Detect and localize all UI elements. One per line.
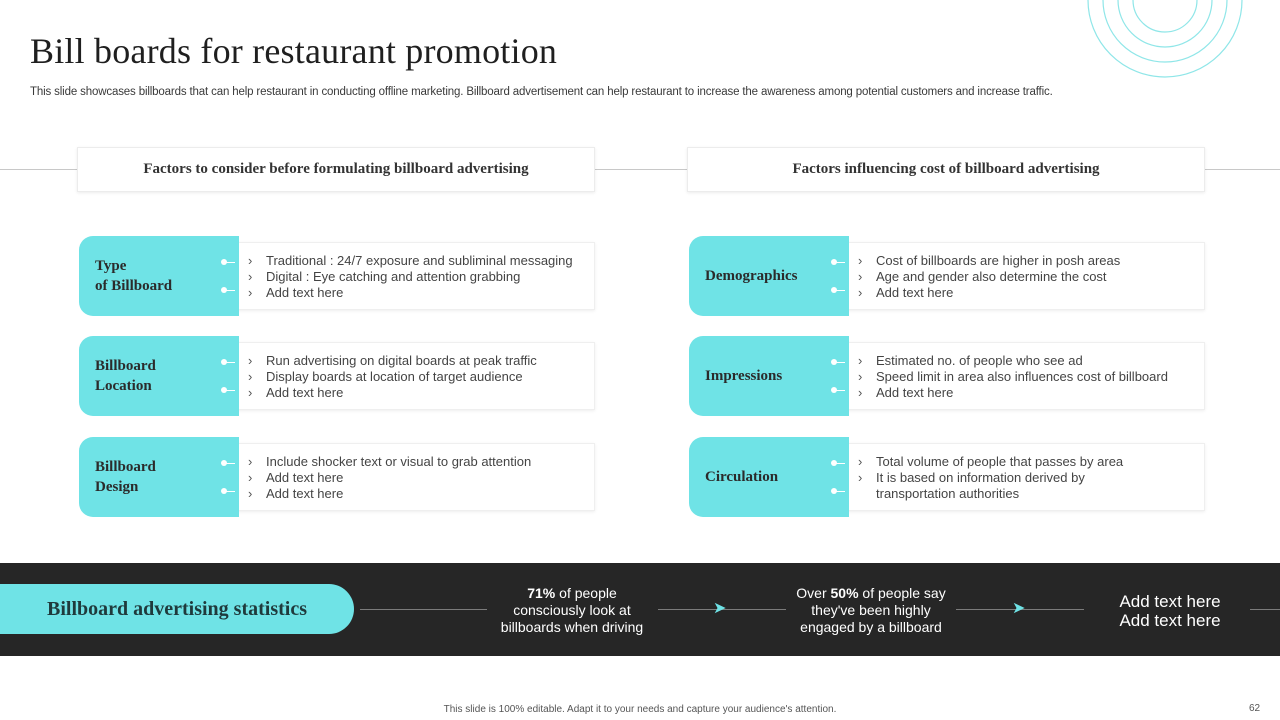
stat-71-percent [487, 585, 657, 636]
page-number: 62 [1249, 703, 1261, 714]
stat-text: engaged by a billboard [800, 619, 942, 635]
tag-label: Billboard [95, 459, 156, 475]
factor-list [858, 454, 1123, 502]
list-item: › Run advertising on digital boards at peak traffic [248, 353, 537, 369]
connector-dots [829, 252, 849, 302]
factor-details-box [231, 342, 595, 410]
stat-50-percent [786, 585, 956, 636]
connector-dots [219, 453, 239, 503]
list-item: › Speed limit in area also influences cost of billboard [858, 369, 1168, 385]
arrow-right-icon: ➤ [1012, 600, 1026, 617]
factor-details-box [231, 443, 595, 511]
tag-label: Type [95, 258, 127, 274]
factor-row-location [79, 336, 595, 418]
factor-details-box [841, 443, 1205, 511]
factor-tag [689, 336, 849, 416]
list-item: › Traditional : 24/7 exposure and subliminal messaging [248, 253, 573, 269]
factor-details-box [231, 242, 595, 310]
list-item: › It is based on information derived by [858, 470, 1123, 486]
factor-list [248, 253, 573, 301]
factor-list [248, 353, 537, 401]
stat-text: consciously look at [513, 602, 631, 618]
divider-line [593, 169, 688, 170]
list-item: › Include shocker text or visual to grab attention [248, 454, 531, 470]
footer-note: This slide is 100% editable. Adapt it to your needs and capture your audience's attention. [443, 704, 837, 715]
tag-label: Circulation [705, 469, 779, 485]
right-column-heading: Factors influencing cost of billboard advertising [687, 147, 1205, 192]
tag-label: Billboard [95, 358, 156, 374]
connector-dots [219, 352, 239, 402]
factor-list [858, 253, 1120, 301]
factor-list [248, 454, 531, 502]
factor-details-box [841, 342, 1205, 410]
tag-label: Design [95, 479, 139, 495]
factor-row-circulation [689, 437, 1205, 519]
list-item: › Cost of billboards are higher in posh areas [858, 253, 1120, 269]
list-item: › Estimated no. of people who see ad [858, 353, 1168, 369]
factor-list [858, 353, 1168, 401]
tag-label: of Billboard [95, 278, 173, 294]
connector-dots [829, 352, 849, 402]
tag-label: Impressions [705, 368, 783, 384]
divider-line [0, 169, 78, 170]
list-item: › Display boards at location of target audience [248, 369, 537, 385]
list-item: › Age and gender also determine the cost [858, 269, 1120, 285]
factor-row-design [79, 437, 595, 519]
stat-text: Add text here [1119, 611, 1221, 630]
factor-row-impressions [689, 336, 1205, 418]
stat-placeholder [1090, 592, 1250, 630]
factor-tag [79, 336, 239, 416]
statistics-label: Billboard advertising statistics [0, 584, 354, 634]
connector-line [360, 609, 487, 610]
page-subtitle: This slide showcases billboards that can help restaurant in conducting offline marketing. Billboard advertisement can help restaurant to increase the awareness among potential customers and increase traffic. [30, 86, 1053, 98]
stat-value: 50% [830, 585, 859, 601]
stat-text: Add text here [1119, 592, 1221, 611]
list-item: › Digital : Eye catching and attention grabbing [248, 269, 573, 285]
connector-dots [829, 453, 849, 503]
tag-label: Demographics [705, 268, 798, 284]
stat-text: of people [555, 585, 617, 601]
factor-tag [79, 236, 239, 316]
tag-label: Location [95, 378, 152, 394]
stat-text: billboards when driving [500, 619, 644, 635]
page-title: Bill boards for restaurant promotion [30, 31, 558, 71]
connector-line [1250, 609, 1280, 610]
list-item: › Add text here [248, 285, 573, 301]
arrow-right-icon: ➤ [713, 600, 727, 617]
factor-row-demographics [689, 236, 1205, 318]
factor-tag [689, 236, 849, 316]
left-column-heading: Factors to consider before formulating billboard advertising [77, 147, 595, 192]
stat-value: 71% [527, 585, 556, 601]
stat-text: Over [796, 585, 831, 601]
list-item: › Add text here [858, 385, 1168, 401]
stat-text: of people say [858, 585, 946, 601]
factor-tag [689, 437, 849, 517]
concentric-rings-decoration [1080, 0, 1250, 90]
connector-dots [219, 252, 239, 302]
list-item: › Total volume of people that passes by area [858, 454, 1123, 470]
list-item: › Add text here [858, 285, 1120, 301]
divider-line [1203, 169, 1280, 170]
factor-tag [79, 437, 239, 517]
list-item: › Add text here [248, 385, 537, 401]
list-item: transportation authorities [876, 486, 1020, 501]
list-item: › Add text here [248, 470, 531, 486]
factor-details-box [841, 242, 1205, 310]
factor-row-type [79, 236, 595, 318]
stat-text: they've been highly [811, 602, 931, 618]
list-item: › Add text here [248, 486, 531, 502]
